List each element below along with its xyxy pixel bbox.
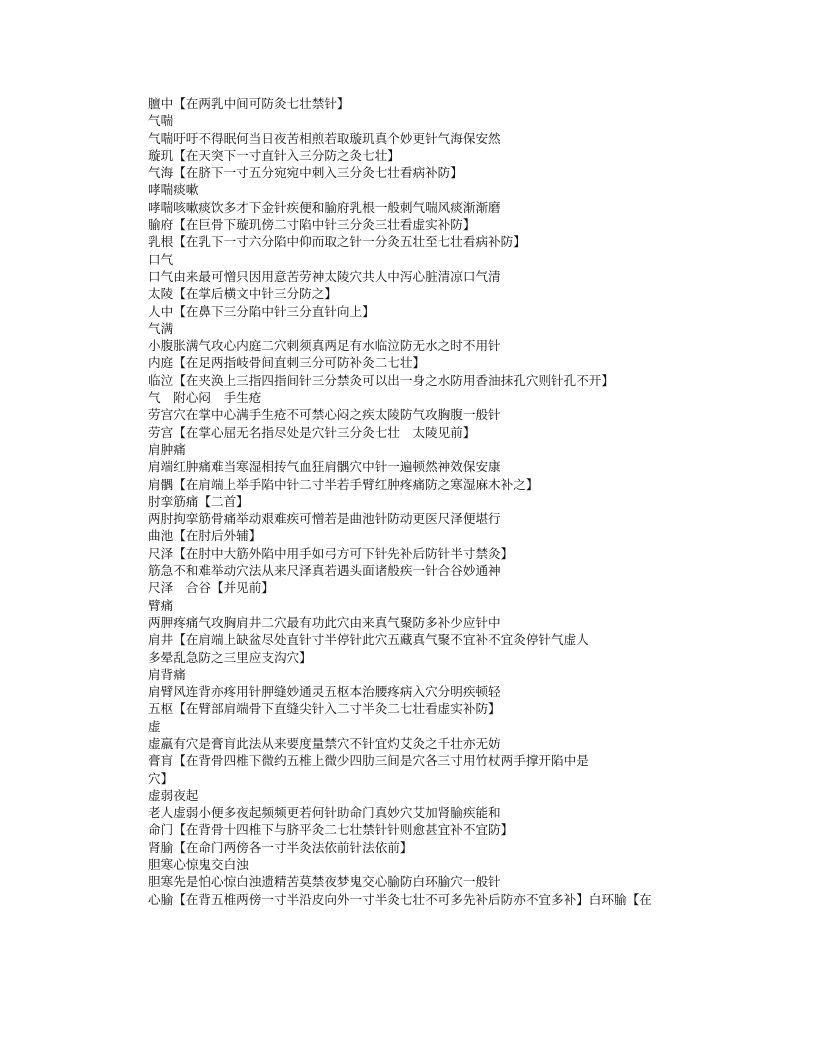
- text-line: 太陵【在掌后横文中针三分防之】: [148, 286, 337, 302]
- text-line: 膏肓【在背骨四椎下微约五椎上微少四肋三间是穴各三寸用竹杖两手撑开陷中是: [148, 753, 589, 769]
- text-line: 胆寒先是怕心惊白浊遗精苦莫禁夜梦鬼交心腧防白环腧穴一般针: [148, 874, 501, 890]
- text-line: 心腧【在背五椎两傍一寸半沿皮向外一寸半灸七壮不可多先补后防亦不宜多补】白环腧【在: [148, 891, 652, 907]
- text-line: 哮喘咳嗽痰饮多才下金针疾便和腧府乳根一般刺气喘风痰渐渐磨: [148, 199, 501, 215]
- text-line: 乳根【在乳下一寸六分陷中仰而取之针一分灸五壮至七壮看病补防】: [148, 234, 526, 250]
- text-line: 劳宫【在掌心屈无名指尽处是穴针三分灸七壮 太陵见前】: [148, 424, 476, 440]
- text-line: 人中【在鼻下三分陷中针三分直针向上】: [148, 303, 375, 319]
- text-line: 气满: [148, 320, 174, 336]
- text-line: 气喘: [148, 113, 174, 129]
- text-line: 虚: [148, 718, 161, 734]
- text-line: 气喘吁吁不得眠何当日夜苦相煎若取璇玑真个妙更针气海保安然: [148, 130, 501, 146]
- text-line: 两胛疼痛气攻胸肩井二穴最有功此穴由来真气聚防多补少应针中: [148, 614, 501, 630]
- text-line: 哮喘痰嗽: [148, 182, 199, 198]
- text-line: 口气: [148, 251, 174, 267]
- text-line: 尺泽 合谷【并见前】: [148, 580, 274, 596]
- text-line: 肘挛筋痛【二首】: [148, 493, 249, 509]
- text-line: 虚弱夜起: [148, 787, 199, 803]
- text-line: 胆寒心惊鬼交白浊: [148, 857, 249, 873]
- text-line: 肩髃【在肩端上举手陷中针二寸半若手臂红肿疼痛防之寒湿麻木补之】: [148, 476, 539, 492]
- text-line: 两肘拘挛筋骨痛举动艰难疾可憎若是曲池针防动更医尺泽便堪行: [148, 511, 501, 527]
- text-line: 璇玑【在天突下一寸直针入三分防之灸七壮】: [148, 147, 400, 163]
- text-line: 臂痛: [148, 597, 174, 613]
- text-line: 气海【在脐下一寸五分宛宛中刺入三分灸七壮看病补防】: [148, 165, 463, 181]
- text-line: 临泣【在夹涣上三指四指间针三分禁灸可以出一身之水防用香油抹孔穴则针孔不开】: [148, 372, 614, 388]
- text-line: 肩臂风连背亦疼用针胛缝妙通灵五枢本治腰疼病入穴分明疾顿轻: [148, 684, 501, 700]
- text-line: 肩井【在肩端上缺盆尽处直针寸半停针此穴五藏真气聚不宜补不宜灸停针气虚人: [148, 632, 589, 648]
- document-text-body: [148, 95, 708, 908]
- text-line: 膻中【在两乳中间可防灸七壮禁针】: [148, 96, 350, 111]
- text-line: 气 附心闷 手生疮: [148, 390, 262, 406]
- text-line: 五枢【在臂部肩端骨下直缝尖针入二寸半灸二七壮看虚实补防】: [148, 701, 501, 717]
- text-line: 穴】: [148, 770, 174, 786]
- text-line: 小腹胀满气攻心内庭二穴刺须真两足有水临泣防无水之时不用针: [148, 338, 501, 354]
- text-line: 内庭【在足两指岐骨间直刺三分可防补灸二七壮】: [148, 355, 426, 371]
- text-line: 筋急不和难举动穴法从来尺泽真若遇头面诸般疾一针合谷妙通神: [148, 563, 501, 579]
- text-line: 肩肿痛: [148, 441, 186, 457]
- text-line: 肩端红肿痛难当寒湿相抟气血狂肩髃穴中针一遍顿然神效保安康: [148, 459, 501, 475]
- text-line: 虚羸有穴是膏肓此法从来要度量禁穴不针宜灼艾灸之千壮亦无妨: [148, 735, 501, 751]
- text-line: 劳宫穴在掌中心满手生疮不可禁心闷之疾太陵防气攻胸腹一般针: [148, 407, 501, 423]
- text-line: 肾腧【在命门两傍各一寸半灸法依前针法依前】: [148, 839, 413, 855]
- text-line: 命门【在背骨十四椎下与脐平灸二七壮禁针针则愈甚宜补不宜防】: [148, 822, 514, 838]
- text-line: 口气由来最可憎只因用意苦劳神太陵穴共人中泻心脏清凉口气清: [148, 268, 501, 284]
- text-line: 曲池【在肘后外辅】: [148, 528, 262, 544]
- text-line: 老人虚弱小便多夜起频频更若何针助命门真妙穴艾加肾腧疾能和: [148, 805, 501, 821]
- text-line: 肩背痛: [148, 666, 186, 682]
- text-line: 多晕乱急防之三里应支沟穴】: [148, 649, 312, 665]
- text-line: 尺泽【在肘中大筋外陷中用手如弓方可下针先补后防针半寸禁灸】: [148, 545, 514, 561]
- text-line: 腧府【在巨骨下璇玑傍二寸陷中针三分灸三壮看虚实补防】: [148, 217, 476, 233]
